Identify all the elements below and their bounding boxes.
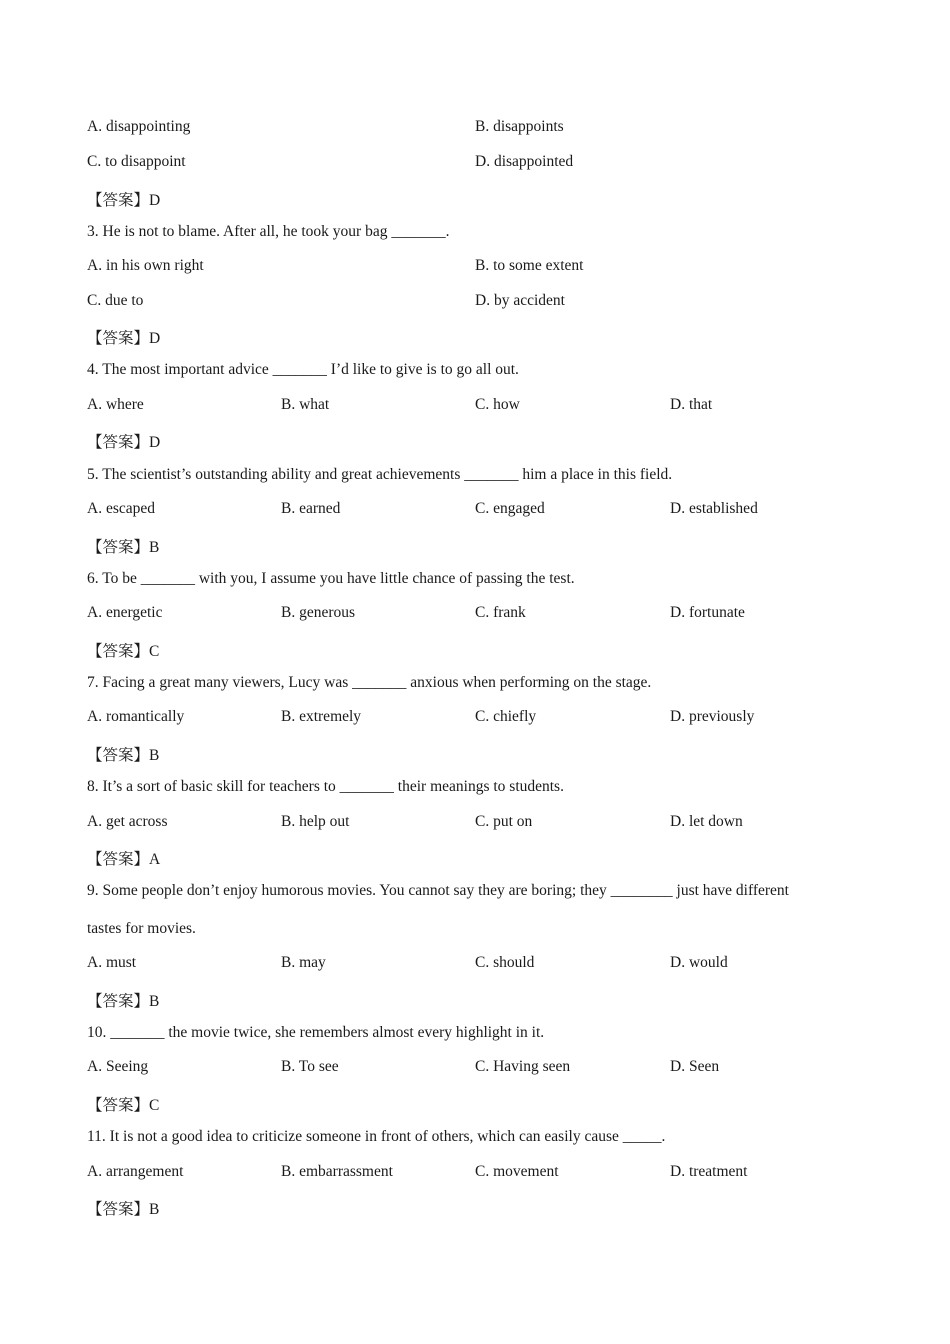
- q8-answer: 【答案】A: [87, 851, 161, 868]
- q6-option-b: B. generous: [281, 604, 356, 621]
- q11-option-b: B. embarrassment: [281, 1163, 393, 1180]
- q2-option-c: C. to disappoint: [87, 153, 186, 170]
- q5-option-d: D. established: [670, 500, 758, 517]
- q4-answer: 【答案】D: [87, 434, 161, 451]
- q3-option-b: B. to some extent: [475, 257, 584, 274]
- q9-stem-line2: tastes for movies.: [87, 920, 196, 937]
- q6-answer: 【答案】C: [87, 643, 160, 660]
- q4-stem: 4. The most important advice _______ I’d like to give is to go all out.: [87, 361, 519, 378]
- q11-answer: 【答案】B: [87, 1201, 160, 1218]
- q9-answer: 【答案】B: [87, 993, 160, 1010]
- q5-option-c: C. engaged: [475, 500, 545, 517]
- q8-stem: 8. It’s a sort of basic skill for teachers to _______ their meanings to students.: [87, 778, 564, 795]
- q2-option-d: D. disappointed: [475, 153, 574, 170]
- q2-answer: 【答案】D: [87, 192, 161, 209]
- q8-option-d: D. let down: [670, 813, 743, 830]
- q10-option-b: B. To see: [281, 1058, 339, 1075]
- q10-answer: 【答案】C: [87, 1097, 160, 1114]
- q3-option-c: C. due to: [87, 292, 144, 309]
- q8-option-a: A. get across: [87, 813, 168, 830]
- q7-option-d: D. previously: [670, 708, 755, 725]
- q3-stem: 3. He is not to blame. After all, he took your bag _______.: [87, 223, 450, 240]
- q10-stem: 10. _______ the movie twice, she remembers almost every highlight in it.: [87, 1024, 545, 1041]
- q3-answer: 【答案】D: [87, 330, 161, 347]
- q2-option-a: A. disappointing: [87, 118, 191, 135]
- q10-option-d: D. Seen: [670, 1058, 720, 1075]
- q3-option-a: A. in his own right: [87, 257, 204, 274]
- q4-option-c: C. how: [475, 396, 520, 413]
- q9-stem-line1: 9. Some people don’t enjoy humorous movies. You cannot say they are boring; they ________ just have different: [87, 882, 789, 899]
- q7-option-c: C. chiefly: [475, 708, 537, 725]
- q9-option-a: A. must: [87, 954, 137, 971]
- q11-option-c: C. movement: [475, 1163, 559, 1180]
- q7-answer: 【答案】B: [87, 747, 160, 764]
- q9-option-d: D. would: [670, 954, 728, 971]
- q5-answer: 【答案】B: [87, 539, 160, 556]
- q3-option-d: D. by accident: [475, 292, 565, 309]
- q5-stem: 5. The scientist’s outstanding ability and great achievements _______ him a place in this field.: [87, 466, 673, 483]
- q7-option-b: B. extremely: [281, 708, 362, 725]
- q11-stem: 11. It is not a good idea to criticize someone in front of others, which can easily cause _____.: [87, 1128, 666, 1145]
- q4-option-a: A. where: [87, 396, 144, 413]
- q11-option-a: A. arrangement: [87, 1163, 184, 1180]
- q9-option-c: C. should: [475, 954, 535, 971]
- q2-option-b: B. disappoints: [475, 118, 564, 135]
- q9-option-b: B. may: [281, 954, 326, 971]
- q6-option-a: A. energetic: [87, 604, 163, 621]
- q10-option-c: C. Having seen: [475, 1058, 571, 1075]
- q7-option-a: A. romantically: [87, 708, 185, 725]
- q6-option-d: D. fortunate: [670, 604, 745, 621]
- q6-option-c: C. frank: [475, 604, 526, 621]
- q7-stem: 7. Facing a great many viewers, Lucy was _______ anxious when performing on the stage.: [87, 674, 652, 691]
- q5-option-b: B. earned: [281, 500, 341, 517]
- q8-option-b: B. help out: [281, 813, 350, 830]
- q8-option-c: C. put on: [475, 813, 533, 830]
- q10-option-a: A. Seeing: [87, 1058, 149, 1075]
- q4-option-d: D. that: [670, 396, 713, 413]
- q4-option-b: B. what: [281, 396, 330, 413]
- q11-option-d: D. treatment: [670, 1163, 748, 1180]
- q5-option-a: A. escaped: [87, 500, 155, 517]
- q6-stem: 6. To be _______ with you, I assume you have little chance of passing the test.: [87, 570, 575, 587]
